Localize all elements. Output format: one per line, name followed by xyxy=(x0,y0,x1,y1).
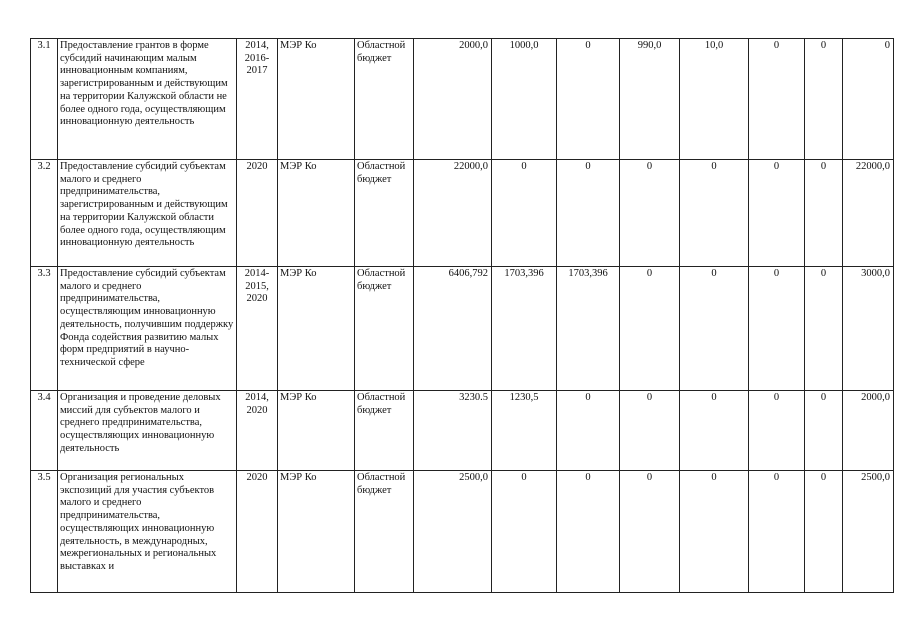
row-number: 3.2 xyxy=(31,160,58,267)
funding-value: 0 xyxy=(492,160,557,267)
funding-value: 0 xyxy=(680,391,749,471)
activity-description: Предоставление субсидий субъектам малого и среднего предпринимательства, зарегистрированным и действующим на территории Калужской области более одного года, осуществляющим инновационную деятельность xyxy=(58,160,237,267)
table-row xyxy=(31,267,894,391)
activity-description: Организация и проведение деловых миссий для субъектов малого и среднего предпринимательства, осуществляющих инновационную деятельность xyxy=(58,391,237,471)
program-table xyxy=(30,38,894,593)
implementation-years: 2020 xyxy=(237,160,278,267)
table-row xyxy=(31,471,894,593)
row-number: 3.3 xyxy=(31,267,58,391)
funding-value: 0 xyxy=(492,471,557,593)
funding-value: 0 xyxy=(805,160,843,267)
funding-value: 0 xyxy=(557,39,620,160)
funding-value: 1703,396 xyxy=(492,267,557,391)
funding-value: 22000,0 xyxy=(843,160,894,267)
funding-value: 0 xyxy=(805,267,843,391)
row-number: 3.1 xyxy=(31,39,58,160)
funding-value: 0 xyxy=(557,471,620,593)
funding-value: 0 xyxy=(749,391,805,471)
funding-value: 0 xyxy=(557,391,620,471)
row-number: 3.4 xyxy=(31,391,58,471)
funding-value: 0 xyxy=(805,391,843,471)
funding-value: 0 xyxy=(620,160,680,267)
table-row xyxy=(31,391,894,471)
funding-source: Областной бюджет xyxy=(355,160,414,267)
funding-value: 0 xyxy=(620,267,680,391)
funding-value: 0 xyxy=(620,471,680,593)
funding-value: 0 xyxy=(557,160,620,267)
funding-value: 0 xyxy=(805,471,843,593)
implementation-years: 2020 xyxy=(237,471,278,593)
implementation-years: 2014-2015, 2020 xyxy=(237,267,278,391)
executor: МЭР Ко xyxy=(278,391,355,471)
funding-value: 0 xyxy=(749,39,805,160)
funding-value: 2500,0 xyxy=(843,471,894,593)
funding-value: 0 xyxy=(680,267,749,391)
funding-source: Областной бюджет xyxy=(355,391,414,471)
funding-value: 10,0 xyxy=(680,39,749,160)
funding-value: 1230,5 xyxy=(492,391,557,471)
executor: МЭР Ко xyxy=(278,160,355,267)
funding-value: 0 xyxy=(749,160,805,267)
funding-value: 0 xyxy=(620,391,680,471)
funding-value: 0 xyxy=(843,39,894,160)
funding-value: 6406,792 xyxy=(414,267,492,391)
table-body xyxy=(31,39,894,593)
funding-value: 3000,0 xyxy=(843,267,894,391)
activity-description: Предоставление грантов в форме субсидий начинающим малым инновационным компаниям, зарегистрированным и действующим на территории Калужской области не более одного года, осуществляющим инновационную деятельность xyxy=(58,39,237,160)
executor: МЭР Ко xyxy=(278,39,355,160)
funding-value: 0 xyxy=(680,160,749,267)
funding-source: Областной бюджет xyxy=(355,471,414,593)
funding-source: Областной бюджет xyxy=(355,267,414,391)
funding-value: 990,0 xyxy=(620,39,680,160)
funding-value: 2000,0 xyxy=(843,391,894,471)
executor: МЭР Ко xyxy=(278,471,355,593)
funding-value: 22000,0 xyxy=(414,160,492,267)
funding-value: 1000,0 xyxy=(492,39,557,160)
funding-value: 0 xyxy=(749,471,805,593)
executor: МЭР Ко xyxy=(278,267,355,391)
funding-value: 0 xyxy=(805,39,843,160)
funding-source: Областной бюджет xyxy=(355,39,414,160)
funding-value: 2000,0 xyxy=(414,39,492,160)
row-number: 3.5 xyxy=(31,471,58,593)
activity-description: Организация региональных экспозиций для участия субъектов малого и среднего предпринимательства, осуществляющих инновационную деятельность, в международных, межрегиональных и региональных выставках и xyxy=(58,471,237,593)
implementation-years: 2014, 2020 xyxy=(237,391,278,471)
funding-value: 2500,0 xyxy=(414,471,492,593)
implementation-years: 2014, 2016-2017 xyxy=(237,39,278,160)
funding-value: 0 xyxy=(749,267,805,391)
funding-value: 0 xyxy=(680,471,749,593)
funding-value: 3230.5 xyxy=(414,391,492,471)
table-row xyxy=(31,39,894,160)
funding-value: 1703,396 xyxy=(557,267,620,391)
table-row xyxy=(31,160,894,267)
activity-description: Предоставление субсидий субъектам малого и среднего предпринимательства, осуществляющим инновационную деятельность, получившим поддержку Фонда содействия развитию малых форм предприятий в научно-технической сфере xyxy=(58,267,237,391)
